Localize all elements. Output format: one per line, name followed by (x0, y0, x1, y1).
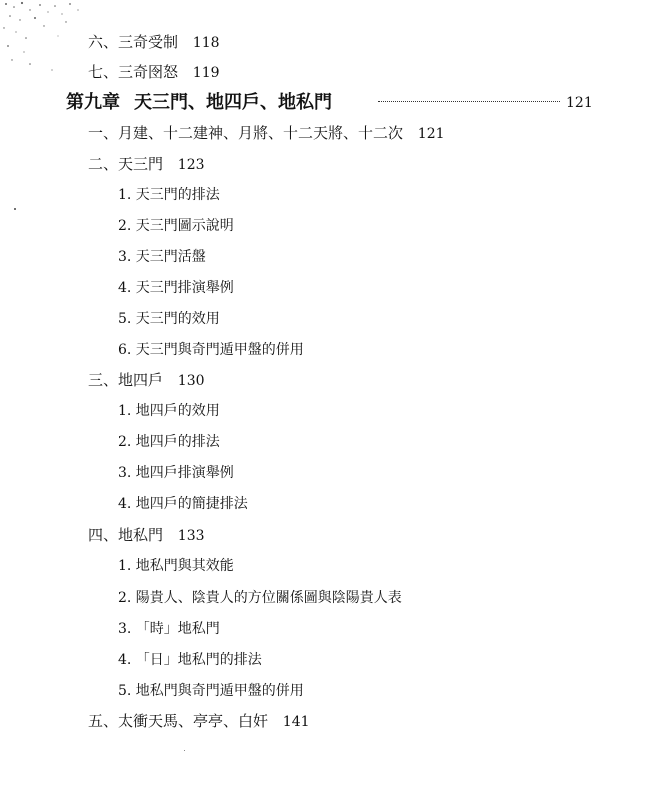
entry-label: 七、三奇囹怒 (88, 63, 179, 81)
toc-entry[interactable] (88, 35, 220, 50)
chapter-page-number: 121 (566, 95, 593, 111)
entry-page-number: 118 (192, 35, 220, 51)
toc-subsection[interactable]: 4. 天三門排演舉例 (118, 280, 234, 296)
entry-label: 六、三奇受制 (88, 33, 179, 51)
section-page-number: 141 (282, 714, 310, 730)
section-page-number: 121 (417, 126, 445, 142)
toc-subsection[interactable]: 4. 「日」地私門的排法 (118, 652, 262, 668)
toc-subsection[interactable]: 2. 陽貴人、陰貴人的方位關係圖與陰陽貴人表 (118, 590, 402, 606)
toc-subsection[interactable]: 1. 天三門的排法 (118, 187, 220, 203)
toc-section[interactable] (88, 714, 310, 729)
toc-entry[interactable] (88, 65, 220, 80)
toc-section[interactable] (88, 157, 205, 172)
toc-subsection[interactable]: 1. 地私門與其效能 (118, 558, 234, 574)
section-page-number: 130 (177, 373, 205, 389)
toc-subsection[interactable]: 3. 天三門活盤 (118, 249, 206, 265)
toc-subsection[interactable]: 5. 天三門的效用 (118, 311, 220, 327)
toc-subsection[interactable]: 4. 地四戶的簡捷排法 (118, 496, 248, 512)
dot-leader (378, 101, 560, 102)
toc-subsection[interactable]: 5. 地私門與奇門遁甲盤的併用 (118, 683, 304, 699)
chapter-number: 第九章 (66, 92, 120, 113)
section-label: 五、太衝天馬、亭亭、白奸 (88, 712, 269, 730)
toc-subsection[interactable]: 3. 「時」地私門 (118, 621, 220, 637)
toc-subsection[interactable]: 2. 天三門圖示說明 (118, 218, 234, 234)
toc-section[interactable] (88, 528, 205, 543)
chapter-heading[interactable] (66, 94, 332, 112)
toc-section[interactable] (88, 126, 445, 141)
section-label: 三、地四戶 (88, 371, 164, 389)
section-label: 一、月建、十二建神、月將、十二天將、十二次 (88, 124, 404, 142)
toc-subsection[interactable]: 3. 地四戶排演舉例 (118, 465, 234, 481)
section-label: 二、天三門 (88, 155, 164, 173)
scan-dot (184, 750, 185, 751)
toc-subsection[interactable]: 6. 天三門與奇門遁甲盤的併用 (118, 342, 304, 358)
section-page-number: 133 (177, 528, 205, 544)
section-page-number: 123 (177, 157, 205, 173)
scan-dot (14, 208, 16, 210)
chapter-title: 天三門、地四戶、地私門 (134, 92, 332, 113)
entry-page-number: 119 (192, 65, 220, 81)
toc-subsection[interactable]: 1. 地四戶的效用 (118, 403, 220, 419)
section-label: 四、地私門 (88, 526, 164, 544)
toc-subsection[interactable]: 2. 地四戶的排法 (118, 434, 220, 450)
toc-section[interactable] (88, 373, 205, 388)
